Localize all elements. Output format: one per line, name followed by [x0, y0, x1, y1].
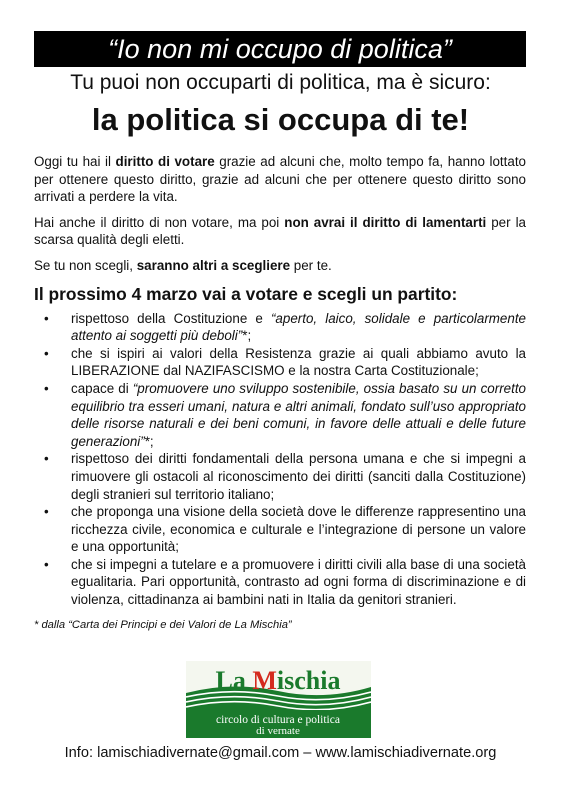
text-run: per la scarsa qualità degli eletti.	[34, 214, 526, 248]
list-item	[34, 503, 526, 556]
text-run: rispettoso dei diritti fondamentali della persona umana e che si impegni a rimuovere gli ostacoli al riconoscimento dei diritti (sanciti dalla Costituzione) degli stranieri sul territorio italiano;	[71, 451, 526, 502]
emphasis: non avrai il diritto di lamentarti	[284, 214, 487, 230]
text-run: che si ispiri ai valori della Resistenza grazie ai quali abbiamo avuto la LIBERAZIONE dal NAZIFASCISMO e la nostra Carta Costituzionale;	[71, 345, 526, 379]
list-item	[34, 310, 526, 345]
bullet-icon: •	[44, 345, 49, 361]
bullet-icon: •	[44, 504, 49, 520]
emphasis: diritto di votare	[115, 154, 215, 169]
text-run: che si impegni a tutelare e a promuovere i diritti civili alla base di una società egualitaria. Pari opportunità, contrasto ad ogni forma di discriminazione e di violenza, cittadinanza ai bambini nati in Italia da genitori stranieri.	[71, 556, 526, 608]
text-run: rispettoso della Costituzione e	[71, 310, 271, 326]
text-run: capace di	[71, 380, 133, 396]
quote-title: “Io non mi occupo di politica”	[108, 34, 452, 64]
text-run: che proponga una visione della società dove le differenze rappresentino una ricchezza civile, economica e culturale e l’integrazione di persone un valore e una opportunità;	[71, 504, 526, 555]
criteria-list	[34, 310, 526, 609]
logo-tagline-1: circolo di cultura e politica	[216, 714, 340, 726]
section-heading: Il prossimo 4 marzo vai a votare e scegli un partito:	[34, 283, 458, 304]
title-banner	[34, 31, 526, 67]
intro-paragraph-3	[34, 257, 526, 275]
subtitle: Tu puoi non occuparti di politica, ma è sicuro:	[70, 71, 491, 94]
logo-tagline-2: di vernate	[256, 725, 300, 737]
logo-word-la: La	[215, 666, 253, 695]
logo-wordmark	[216, 666, 341, 695]
main-text	[34, 153, 526, 632]
text-run: per te.	[290, 257, 332, 273]
intro-paragraph-1	[34, 153, 526, 206]
text-run: Se tu non scegli,	[34, 257, 137, 273]
bullet-icon: •	[44, 451, 49, 467]
contact-info: Info: lamischiadivernate@gmail.com – www.lamischiadivernate.org	[64, 745, 497, 761]
logo-letter-m: M	[252, 666, 277, 695]
bullet-icon: •	[44, 556, 49, 572]
list-item	[34, 380, 526, 450]
text-run: *;	[144, 433, 154, 449]
footnote: * dalla “Carta dei Principi e dei Valori de La Mischia”	[34, 618, 292, 631]
intro-paragraph-2	[34, 214, 526, 249]
bullet-icon: •	[44, 310, 49, 326]
logo-word-rest: ischia	[276, 666, 341, 695]
text-run: Hai anche il diritto di non votare, ma poi	[34, 214, 285, 230]
text-run: *;	[242, 328, 252, 344]
emphasis: saranno altri a scegliere	[136, 257, 291, 273]
bullet-icon: •	[44, 380, 49, 396]
list-item	[34, 556, 526, 609]
quote-italic: “aperto, laico, solidale e particolarmente attento ai soggetti più deboli”	[71, 310, 526, 344]
logo-graphic	[186, 661, 371, 738]
headline: la politica si occupa di te!	[91, 102, 470, 137]
la-mischia-logo	[186, 661, 371, 738]
quote-italic: “promuovere uno sviluppo sostenibile, ossia basato su un corretto equilibrio tra esseri umani, natura e altri animali, fondato sull’uso appropriato delle risorse naturali e dei beni comuni, in favore delle attuali e delle future generazioni”	[71, 380, 526, 449]
text-run: Oggi tu hai il	[34, 154, 116, 169]
text-run: grazie ad alcuni che, molto tempo fa, hanno lottato per ottenere questo diritto, grazie ad alcuni che per ottenere questo diritto sono arrivati a perdere la vita.	[34, 154, 526, 205]
list-item	[34, 450, 526, 503]
list-item	[34, 345, 526, 380]
